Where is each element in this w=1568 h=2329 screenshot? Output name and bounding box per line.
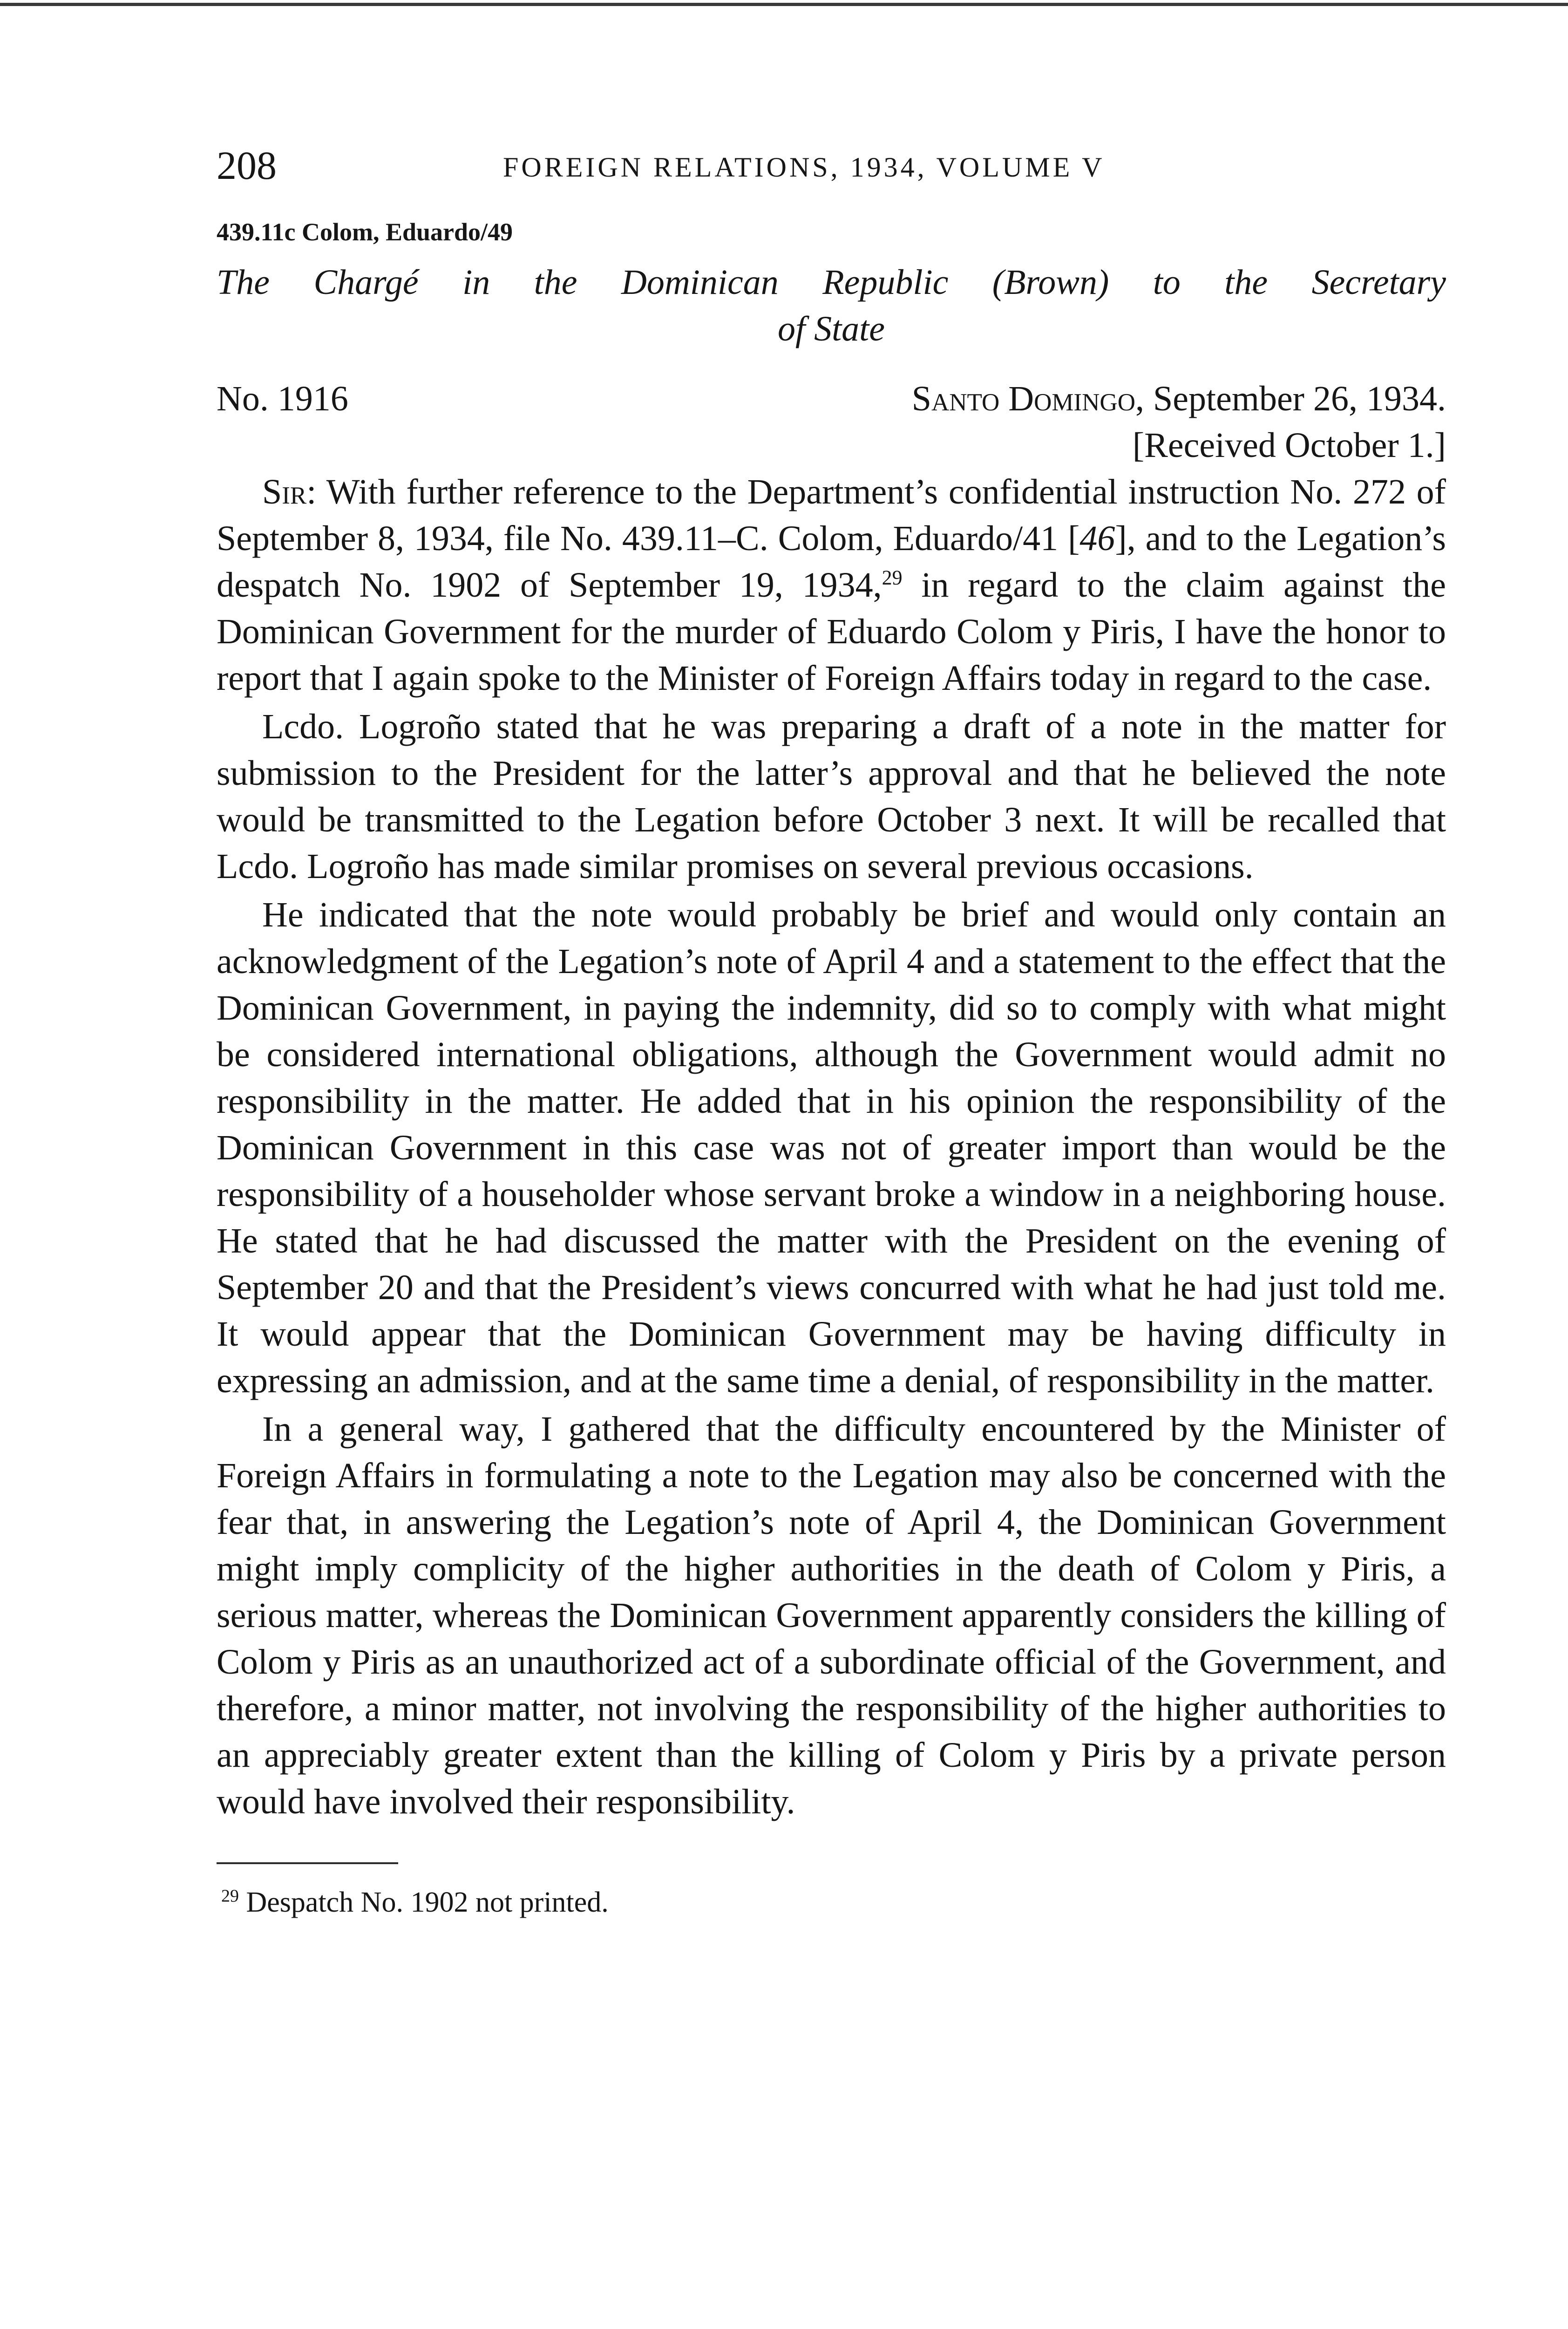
running-head xyxy=(217,140,1446,191)
document-title-line-2: of State xyxy=(777,309,885,348)
document-page xyxy=(217,140,1446,1922)
despatch-number: No. 1916 xyxy=(217,379,348,418)
paragraph-2: Lcdo. Logroño stated that he was preparing a draft of a note in the matter for submission to the President for the latter’s approval and that he believed the note would be transmitted to the Legation before October 3 next. It will be recalled that Lcdo. Logroño has made similar promises on several previous occasions. xyxy=(217,707,1446,886)
footnote-rule xyxy=(217,1862,398,1864)
page-reference: 46 xyxy=(1079,519,1115,558)
paragraph-4: In a general way, I gathered that the difficulty encountered by the Minister of Foreign Affairs in formulating a note to the Legation may also be concerned with the fear that, in answering the Legation’s note of April 4, the Dominican Government might imply complicity of the higher authorities in the death of Colom y Piris, a serious matter, whereas the Dominican Government apparently considers the killing of Colom y Piris as an unauthorized act of a subordinate official of the Government, and therefore, a minor matter, not involving the responsibility of the higher authorities to an appreciably greater extent than the killing of Colom y Piris by a private person would have involved their responsibility. xyxy=(217,1410,1446,1821)
paragraph-1-text-a: With further reference to the Department’s confidential instruction No. 272 of September 8, 1934, file No. 439.11–C. Colom, Eduardo/41 [ xyxy=(217,472,1446,558)
running-title: FOREIGN RELATIONS, 1934, VOLUME V xyxy=(503,152,1105,183)
place-and-date xyxy=(912,375,1446,422)
footnote-text: Despatch No. 1902 not printed. xyxy=(239,1886,609,1918)
salutation: Sir: xyxy=(262,472,317,511)
file-reference: 439.11c Colom, Eduardo/49 xyxy=(217,218,513,246)
paragraph-1-text-b: ], and to the Legation’s despatch No. 1902 of September 19, 1934, xyxy=(217,519,1446,605)
place-name: Santo Domingo, xyxy=(911,379,1144,418)
page-number: 208 xyxy=(217,143,277,188)
paragraph-3: He indicated that the note would probably be brief and would only contain an acknowledgment of the Legation’s note of April 4 and a statement to the effect that the Dominican Government, in paying the indemnity, did so to comply with what might be considered international obligations, although the Government would admit no responsibility in the matter. He added that in his opinion the responsibility of the Dominican Government in this case was not of greater import than would be the responsibility of a householder whose servant broke a window in a neighboring house. He stated that he had discussed the matter with the President on the evening of September 20 and that the President’s views concurred with what he had just told me. It would appear that the Dominican Government may be having difficulty in expressing an admission, and at the same time a denial, of responsibility in the matter. xyxy=(217,895,1446,1400)
top-border-rule xyxy=(0,3,1568,6)
document-title xyxy=(217,259,1446,352)
letter-date: September 26, 1934. xyxy=(1153,379,1446,418)
footnote-marker: 29 xyxy=(882,566,903,589)
dateline xyxy=(217,375,1446,469)
document-title-line-1: The Chargé in the Dominican Republic (Brown) to the Secretary xyxy=(217,263,1446,302)
paragraph-1 xyxy=(217,469,1446,701)
received-date: [Received October 1.] xyxy=(1132,426,1446,465)
footnote-number: 29 xyxy=(221,1886,239,1906)
footnote xyxy=(221,1883,1446,1922)
paragraph-1-text-c: in regard to the claim against the Dominican Government for the murder of Eduardo Colom y Piris, I have the honor to report that I again spoke to the Minister of Foreign Affairs today in regard to the case. xyxy=(217,565,1446,698)
